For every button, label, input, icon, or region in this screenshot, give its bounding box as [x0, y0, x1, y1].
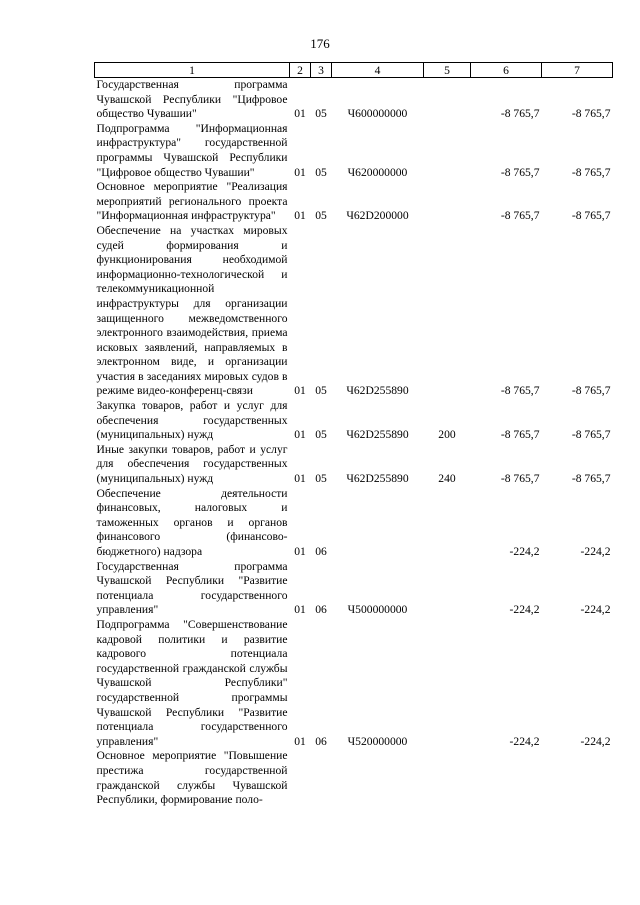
row-amount-1: -8 765,7 — [500, 384, 540, 398]
row-section — [290, 749, 311, 807]
row-section: 01 — [294, 545, 306, 558]
row-section: 01 — [294, 165, 306, 179]
row-amount-2: -224,2 — [580, 545, 611, 558]
row-target-code: Ч620000000 — [347, 165, 408, 179]
header-col-csr: 4 — [332, 63, 424, 78]
table-header — [95, 63, 613, 78]
row-expense-type — [424, 224, 471, 399]
row-expense-type — [424, 122, 471, 180]
row-section: 01 — [294, 603, 306, 617]
row-expense-type: 200 — [438, 428, 456, 442]
row-subsection: 06 — [315, 545, 327, 558]
table-row — [95, 224, 613, 399]
row-amount-2: -8 765,7 — [571, 384, 611, 398]
row-amount-1: -224,2 — [509, 734, 540, 748]
row-subsection: 05 — [315, 209, 327, 223]
row-expense-type — [424, 487, 471, 560]
row-subsection: 05 — [315, 428, 327, 442]
table-row — [95, 749, 613, 807]
row-amount-2: -8 765,7 — [571, 107, 611, 121]
table-row — [95, 618, 613, 749]
table-row — [95, 180, 613, 224]
row-subsection: 05 — [315, 165, 327, 179]
table-row — [95, 78, 613, 122]
row-amount-2: -8 765,7 — [571, 165, 611, 179]
row-amount-2: -8 765,7 — [571, 472, 611, 486]
row-section: 01 — [294, 472, 306, 486]
header-col-rz: 2 — [290, 63, 311, 78]
row-amount-1: -224,2 — [509, 545, 540, 558]
row-amount-1: -8 765,7 — [500, 107, 540, 121]
row-subsection: 05 — [315, 472, 327, 486]
header-col-vr: 5 — [424, 63, 471, 78]
row-section: 01 — [294, 384, 306, 398]
row-amount-1: -8 765,7 — [500, 165, 540, 179]
row-name: Закупка товаров, работ и услуг для обеспечения государственных (муниципальных) нужд — [96, 399, 288, 442]
row-expense-type: 240 — [438, 472, 456, 486]
row-name: Обеспечение деятельности финансовых, налоговых и таможенных органов и органов финансового (финансово-бюджетного) надзора — [96, 486, 288, 558]
header-row — [95, 63, 613, 78]
budget-table — [94, 62, 613, 808]
table-row — [95, 443, 613, 487]
row-target-code: Ч520000000 — [347, 734, 408, 748]
table-row — [95, 399, 613, 443]
row-subsection: 06 — [315, 734, 327, 748]
row-section: 01 — [294, 209, 306, 223]
row-subsection — [311, 749, 332, 807]
row-amount-1: -224,2 — [509, 603, 540, 617]
page-number: 176 — [310, 36, 330, 51]
row-section: 01 — [294, 107, 306, 121]
row-subsection: 06 — [315, 603, 327, 617]
row-section: 01 — [294, 734, 306, 748]
row-target-code: Ч62D255890 — [346, 472, 409, 486]
row-target-code: Ч62D255890 — [346, 428, 409, 442]
header-col-name: 1 — [95, 63, 290, 78]
row-amount-2: -224,2 — [580, 734, 611, 748]
row-amount-1: -8 765,7 — [500, 472, 540, 486]
row-section: 01 — [294, 428, 306, 442]
row-target-code — [332, 487, 424, 560]
row-expense-type — [424, 749, 471, 807]
header-col-pr: 3 — [311, 63, 332, 78]
row-name: Подпрограмма "Информационная инфраструктура" государственной программы Чувашской Республики "Цифровое общество Чувашии" — [96, 121, 288, 179]
row-amount-1: -8 765,7 — [500, 428, 540, 442]
row-target-code: Ч600000000 — [347, 107, 408, 121]
table-body — [95, 78, 613, 808]
table-row — [95, 560, 613, 618]
table-row — [95, 487, 613, 560]
row-name: Основное мероприятие "Повышение престижа государственной гражданской службы Чувашской Республики, формирование поло- — [96, 749, 288, 807]
row-target-code: Ч62D200000 — [346, 209, 409, 223]
row-target-code — [332, 749, 424, 807]
row-expense-type — [424, 78, 471, 122]
row-name: Подпрограмма "Совершенствование кадровой политики и развитие кадрового потенциала государственной гражданской службы Чувашской Республики" государственной программы Чувашской Республики "Развитие потенциала государственного управления" — [96, 617, 288, 748]
row-target-code: Ч500000000 — [347, 603, 408, 617]
row-expense-type — [424, 560, 471, 618]
row-amount-1: -8 765,7 — [500, 209, 540, 223]
row-subsection: 05 — [315, 107, 327, 121]
row-amount-2: -8 765,7 — [571, 209, 611, 223]
row-subsection: 05 — [315, 384, 327, 398]
table-row — [95, 122, 613, 180]
row-name: Иные закупки товаров, работ и услуг для обеспечения государственных (муниципальных) нужд — [96, 442, 288, 486]
header-col-amount-2: 7 — [542, 63, 613, 78]
row-name: Государственная программа Чувашской Республики "Развитие потенциала государственного управления" — [96, 559, 288, 617]
row-expense-type — [424, 618, 471, 749]
row-expense-type — [424, 180, 471, 224]
row-amount-2: -224,2 — [580, 603, 611, 617]
row-amount-1 — [471, 749, 542, 807]
header-col-amount-1: 6 — [471, 63, 542, 78]
row-amount-2 — [542, 749, 613, 807]
row-target-code: Ч62D255890 — [346, 384, 409, 398]
row-name: Основное мероприятие "Реализация мероприятий регионального проекта "Информационная инфраструктура" — [96, 180, 288, 223]
row-name: Обеспечение на участках мировых судей формирования и функционирования необходимой информационно-технологической и телекоммуникационной инфраструктуры для организации защищенного межведомственного электронного взаимодействия, приема исковых заявлений, направляемых в электронном виде, и организации участия в заседаниях мировых судов в режиме видео-конференц-связи — [96, 223, 288, 398]
row-name: Государственная программа Чувашской Республики "Цифровое общество Чувашии" — [96, 78, 288, 121]
row-amount-2: -8 765,7 — [571, 428, 611, 442]
